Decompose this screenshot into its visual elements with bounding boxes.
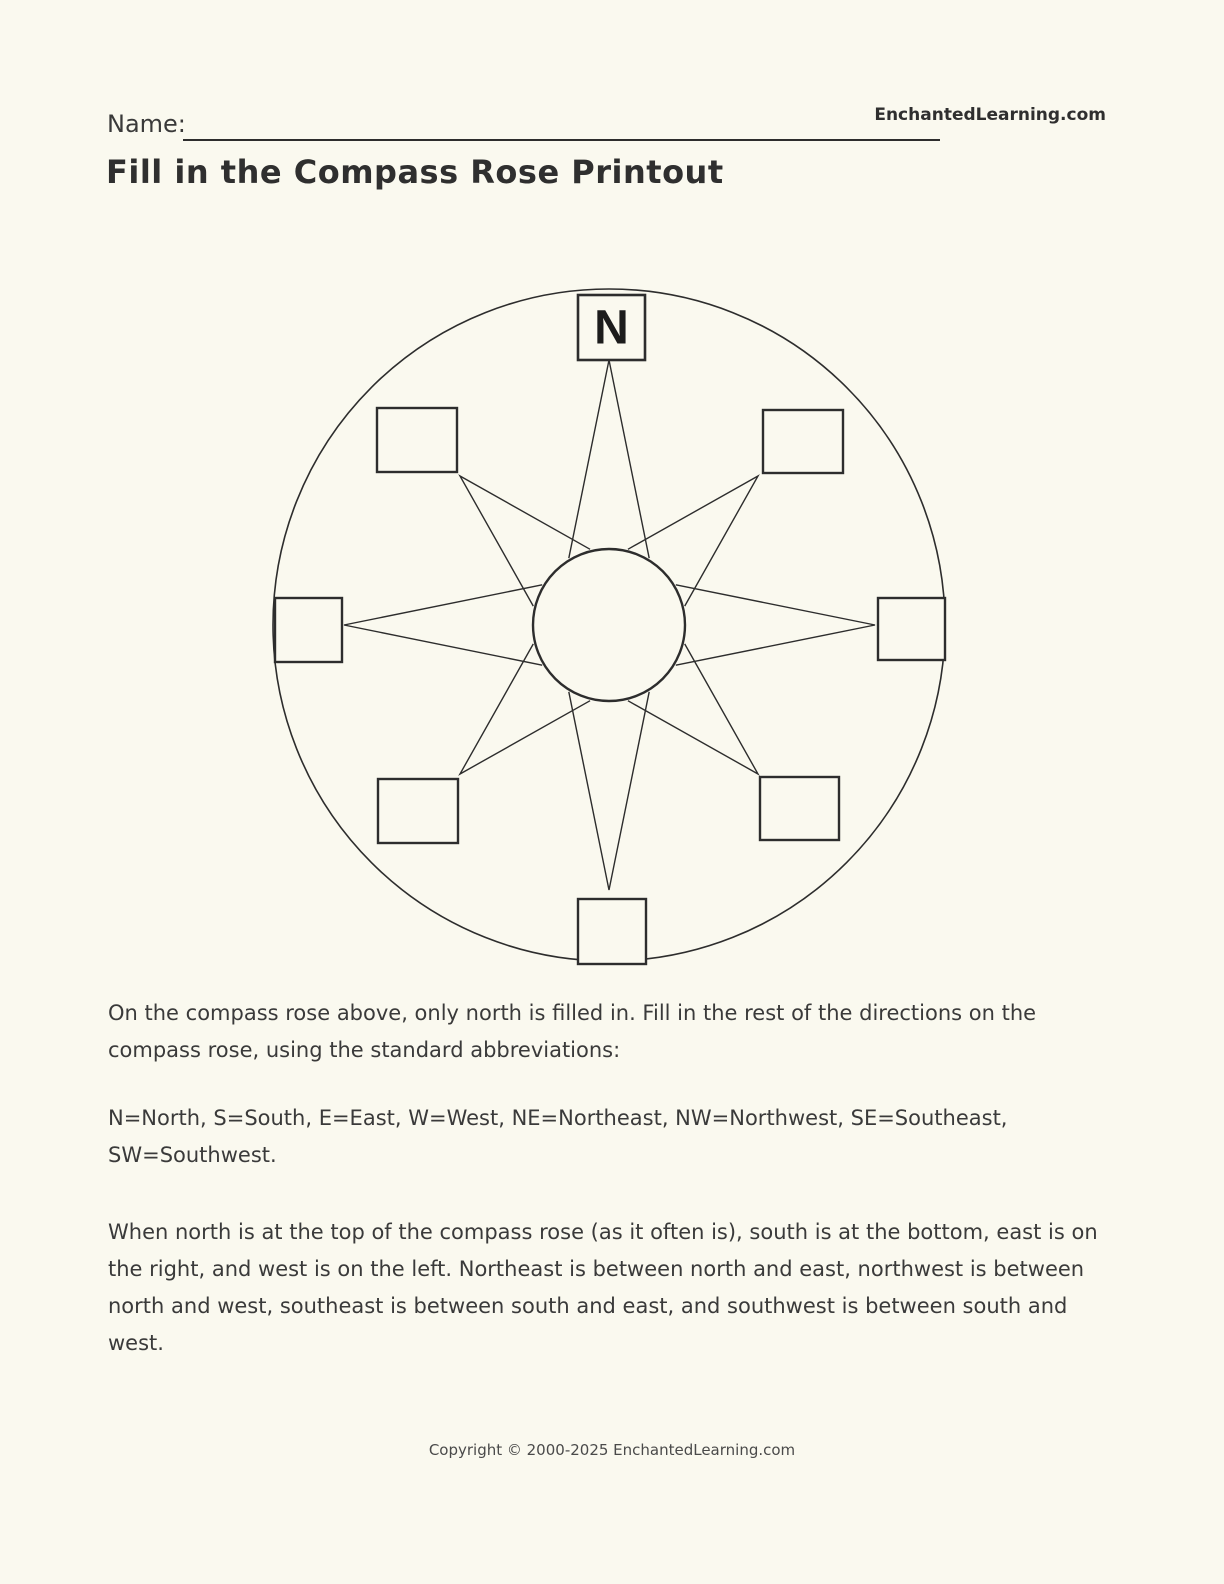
direction-box-south xyxy=(578,899,646,964)
page-title: Fill in the Compass Rose Printout xyxy=(106,153,724,191)
direction-box-southwest xyxy=(378,779,458,843)
copyright-notice: Copyright © 2000-2025 EnchantedLearning.com xyxy=(428,1441,796,1459)
direction-box-west xyxy=(275,598,342,662)
star-point-south xyxy=(569,692,649,890)
compass-rose-diagram xyxy=(0,270,1224,982)
direction-box-northwest xyxy=(377,408,457,472)
star-point-west xyxy=(344,585,542,665)
name-label: Name: xyxy=(107,110,186,138)
site-logo-text: EnchantedLearning.com xyxy=(874,105,1106,125)
name-blank-line xyxy=(183,139,940,141)
direction-box-southeast xyxy=(760,777,839,840)
direction-box-east xyxy=(878,598,945,660)
abbreviations-paragraph: N=North, S=South, E=East, W=West, NE=Northeast, NW=Northwest, SE=Southeast, SW=Southwest. xyxy=(108,1106,1008,1167)
direction-box-north xyxy=(578,295,645,360)
direction-box-northeast xyxy=(763,410,843,473)
star-point-north xyxy=(569,360,649,558)
direction-label-north: N xyxy=(594,301,629,355)
instructions-paragraph: On the compass rose above, only north is filled in. Fill in the rest of the directions on the compass rose, using the standard abbreviations: xyxy=(108,1001,1037,1062)
center-circle xyxy=(533,549,685,701)
star-point-east xyxy=(676,585,875,665)
explanation-paragraph: When north is at the top of the compass rose (as it often is), south is at the bottom, east is on the right, and west is on the left. Northeast is between north and east, northwest is between north and west, southeast is between south and east, and southwest is between south and west. xyxy=(108,1220,1098,1355)
